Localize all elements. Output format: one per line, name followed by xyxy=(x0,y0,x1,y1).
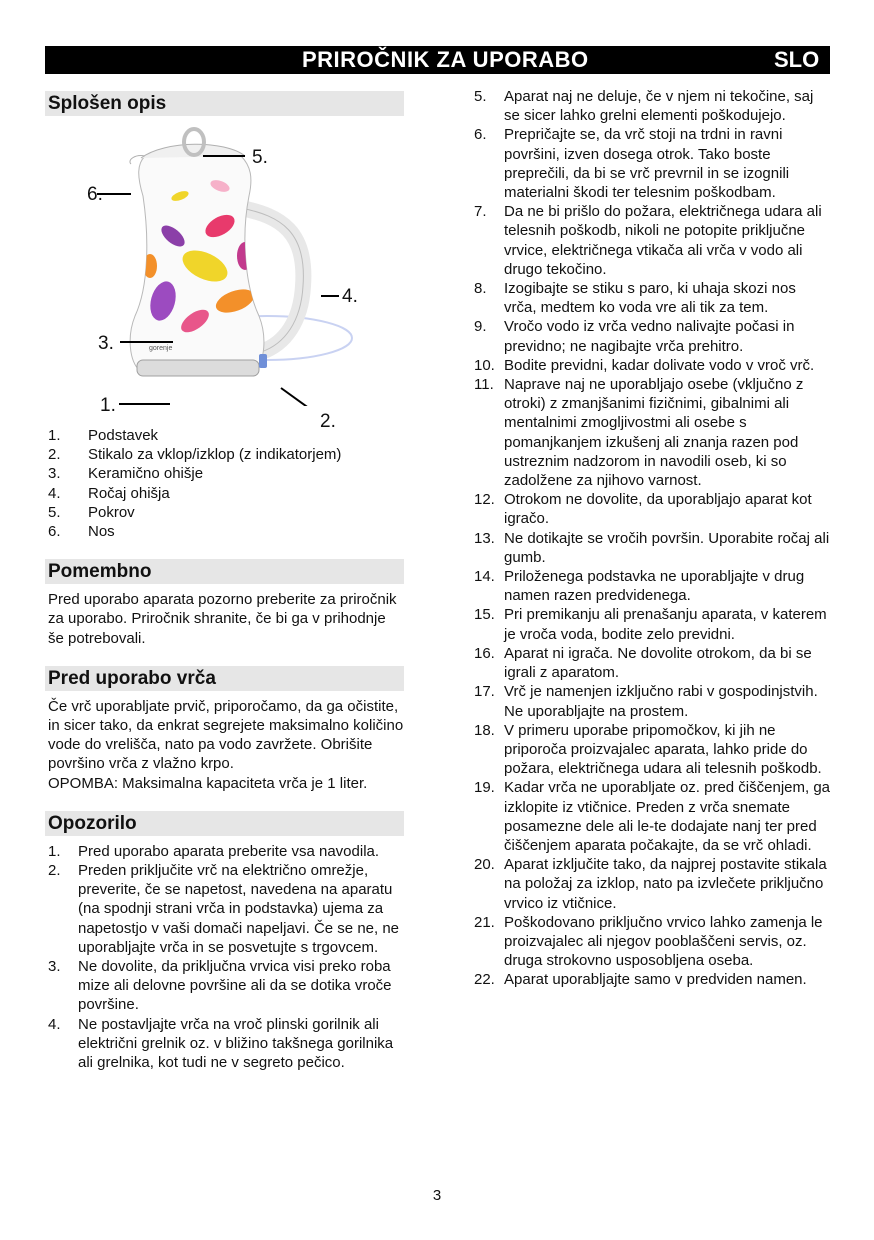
before-use-text: Če vrč uporabljate prvič, priporočamo, da ga očistite, in sicer tako, da enkrat segrejete maksimalno količino vode do vrelišča, nato pa vodo zavržete. Obrišite površino vrča z vlažno krpo. OPOMBA: Maksimalna kapaciteta vrča je 1 liter. xyxy=(48,697,404,792)
list-item: 16. Aparat ni igrača. Ne dovolite otrokom, da bi se igrali z aparatom. xyxy=(474,644,812,682)
brand-text: gorenje xyxy=(149,345,173,352)
figure-label-3: 3. xyxy=(98,333,114,354)
list-item: 13. Ne dotikajte se vročih površin. Uporabite ročaj ali gumb. xyxy=(474,529,830,566)
list-item: 4. Ne postavljajte vrča na vroč plinski gorilnik ali električni grelnik oz. v bližino takšnega gorilnika ali grelnika, kot tudi ne v segreto pečico. xyxy=(48,1015,394,1072)
language-code: SLO xyxy=(774,47,820,72)
figure-label-5: 5. xyxy=(252,147,268,168)
section-heading-general: Splošen opis xyxy=(45,91,404,116)
figure-label-6: 6. xyxy=(87,184,103,205)
parts-list xyxy=(45,426,404,541)
list-item: 12. Otrokom ne dovolite, da uporabljajo aparat kot igračo. xyxy=(474,491,812,528)
section-heading-warning: Opozorilo xyxy=(45,811,404,836)
warning-list-left xyxy=(45,842,404,1072)
figure-label-2: 2. xyxy=(320,411,336,432)
page-title: PRIROČNIK ZA UPORABO xyxy=(302,47,589,72)
list-item: 3. Ne dovolite, da priključna vrvica visi preko roba mize ali delovne površine ali da se dotika vroče površine. xyxy=(48,958,392,1014)
list-item: 19. Kadar vrča ne uporabljate oz. pred čiščenjem, ga izklopite iz vtičnice. Preden z vrča snemate posamezne dele ali le-te dodajate nanj ter pred čiščenjem aparata počakajte, da se vrč ohladi. xyxy=(474,779,831,854)
before-use-note: OPOMBA: Maksimalna kapaciteta vrča je 1 liter. xyxy=(48,774,368,792)
list-item: 10. Bodite previdni, kadar dolivate vodo v vroč vrč. xyxy=(474,356,815,374)
parts-list-item: 5. Pokrov xyxy=(48,503,135,521)
kettle-figure xyxy=(45,116,404,432)
figure-label-1: 1. xyxy=(100,395,116,416)
parts-list-item: 6. Nos xyxy=(48,523,115,541)
kettle-illustration xyxy=(45,116,404,406)
parts-list-item: 3. Keramično ohišje xyxy=(48,465,204,483)
figure-label-4: 4. xyxy=(342,286,358,307)
warning-list-right xyxy=(474,87,830,990)
list-item: 7. Da ne bi prišlo do požara, električnega udara ali telesnih poškodb, nikoli ne potopite priključne vrvice, električnega vtikača ali vrča v vodo ali drugo tekočino. xyxy=(474,203,822,278)
list-item: 15. Pri premikanju ali prenašanju aparata, v katerem je vroča voda, bodite zelo previdni. xyxy=(474,606,827,643)
important-text: Pred uporabo aparata pozorno preberite za priročnik za uporabo. Priročnik shranite, če bi ga v prihodnje še potrebovali. xyxy=(48,591,397,647)
right-column xyxy=(474,87,830,990)
parts-list-item: 4. Ročaj ohišja xyxy=(48,484,170,502)
page-number: 3 xyxy=(432,1187,442,1204)
left-column xyxy=(45,91,404,1072)
list-item: 17. Vrč je namenjen izključno rabi v gospodinjstvih. Ne uporabljajte na prostem. xyxy=(474,683,818,720)
parts-list-item: 2. Stikalo za vklop/izklop (z indikatorjem) xyxy=(48,446,342,464)
list-item: 9. Vročo vodo iz vrča vedno nalivajte počasi in previdno; ne nagibajte vrča prehitro. xyxy=(474,318,795,355)
list-item: 11. Naprave naj ne uporabljajo osebe (vključno z otroki) z zmanjšanimi fizičnimi, gibalnimi ali mentalnimi zmogljivostmi ali osebe s pomanjkanjem izkušenj ali znanja razen pod ustreznim nadzorom in navodili oseb, ki so zadolžene za njihovo varnost. xyxy=(474,376,804,490)
list-item: 20. Aparat izključite tako, da najprej postavite stikala na položaj za izklop, nato pa izvlečete priključno vrvico iz vtičnice. xyxy=(474,856,827,912)
list-item: 18. V primeru uporabe pripomočkov, ki jih ne priporoča proizvajalec aparata, lahko pride do požara, električnega udara ali telesnih poškodb. xyxy=(474,721,822,778)
section-heading-before-use: Pred uporabo vrča xyxy=(45,666,404,691)
list-item: 21. Poškodovano priključno vrvico lahko zamenja le proizvajalec ali njegov pooblaščeni servis, oz. druga strokovno usposobljena oseba. xyxy=(474,913,823,970)
section-heading-important: Pomembno xyxy=(45,559,404,584)
list-item: 1. Pred uporabo aparata preberite vsa navodila. xyxy=(48,842,380,860)
parts-list-item: 1. Podstavek xyxy=(48,427,159,444)
list-item: 5. Aparat naj ne deluje, če v njem ni tekočine, saj se sicer lahko grelni elementi poškodujejo. xyxy=(474,88,814,125)
list-item: 14. Priloženega podstavka ne uporabljajte v drug namen razen predvidenega. xyxy=(474,568,805,605)
list-item: 2. Preden priključite vrč na električno omrežje, preverite, če se napetost, navedena na aparatu (na spodnji strani vrča in podstavka) ujema za napetostjo v vaši domači napeljavi. Če se ne, ne uporabljajte vrča in se posvetujte s trgovcem. xyxy=(48,862,400,956)
list-item: 22. Aparat uporabljajte samo v predviden namen. xyxy=(474,971,807,989)
list-item: 6. Prepričajte se, da vrč stoji na trdni in ravni površini, izven dosega otrok. Tako boste preprečili, da bi se vrč prevrnil in se izognili materialni škodi ter telesnim poškodbam. xyxy=(474,126,790,202)
list-item: 8. Izogibajte se stiku s paro, ki uhaja skozi nos vrča, medtem ko voda vre ali tik za tem. xyxy=(474,280,796,317)
